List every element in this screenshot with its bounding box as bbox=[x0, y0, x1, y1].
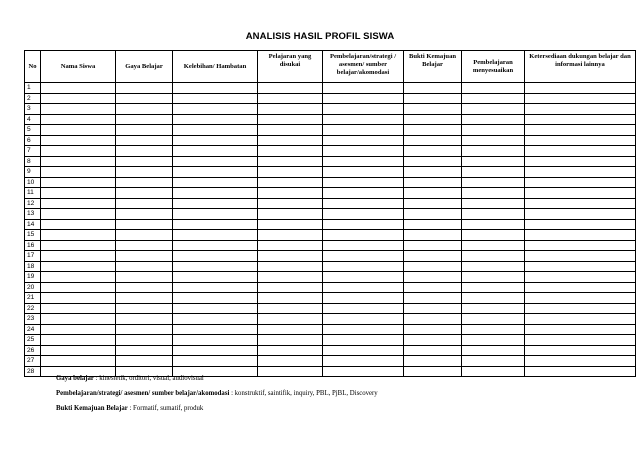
table-cell[interactable] bbox=[116, 83, 173, 94]
table-cell[interactable] bbox=[173, 272, 258, 283]
table-cell[interactable] bbox=[525, 282, 636, 293]
table-cell[interactable] bbox=[525, 314, 636, 325]
table-cell[interactable] bbox=[116, 125, 173, 136]
table-cell[interactable] bbox=[323, 251, 404, 262]
table-cell[interactable] bbox=[116, 314, 173, 325]
table-row bbox=[25, 209, 636, 220]
table-cell[interactable] bbox=[258, 209, 323, 220]
table-cell[interactable] bbox=[404, 366, 462, 377]
table-cell[interactable] bbox=[258, 125, 323, 136]
table-cell[interactable] bbox=[258, 146, 323, 157]
table-cell[interactable] bbox=[525, 104, 636, 115]
table-cell[interactable] bbox=[173, 209, 258, 220]
table-cell[interactable] bbox=[116, 261, 173, 272]
table-cell[interactable] bbox=[258, 198, 323, 209]
table-cell[interactable] bbox=[41, 230, 116, 241]
table-row bbox=[25, 93, 636, 104]
table-row bbox=[25, 114, 636, 125]
table-cell[interactable] bbox=[116, 93, 173, 104]
table-cell[interactable] bbox=[173, 135, 258, 146]
table-cell[interactable] bbox=[173, 219, 258, 230]
header-learning-style: Gaya Belajar bbox=[116, 51, 173, 83]
note-learning-strategy bbox=[56, 390, 378, 397]
table-cell[interactable] bbox=[41, 146, 116, 157]
table-cell[interactable] bbox=[173, 240, 258, 251]
table-cell[interactable] bbox=[404, 345, 462, 356]
table-cell[interactable] bbox=[41, 209, 116, 220]
table-cell[interactable] bbox=[404, 177, 462, 188]
table-cell[interactable] bbox=[173, 198, 258, 209]
table-cell[interactable] bbox=[404, 272, 462, 283]
table-cell[interactable] bbox=[462, 230, 525, 241]
table-cell[interactable] bbox=[173, 335, 258, 346]
table-cell[interactable] bbox=[323, 135, 404, 146]
table-cell[interactable] bbox=[323, 314, 404, 325]
table-cell[interactable] bbox=[462, 135, 525, 146]
table-cell[interactable] bbox=[525, 125, 636, 136]
table-cell[interactable] bbox=[525, 188, 636, 199]
table-cell[interactable] bbox=[462, 251, 525, 262]
table-cell[interactable] bbox=[258, 83, 323, 94]
row-number: 3 bbox=[25, 104, 41, 115]
table-cell[interactable] bbox=[462, 356, 525, 367]
table-row bbox=[25, 314, 636, 325]
row-number: 13 bbox=[25, 209, 41, 220]
table-cell[interactable] bbox=[258, 282, 323, 293]
row-number: 26 bbox=[25, 345, 41, 356]
table-row bbox=[25, 293, 636, 304]
table-row bbox=[25, 104, 636, 115]
table-cell[interactable] bbox=[462, 335, 525, 346]
table-cell[interactable] bbox=[173, 114, 258, 125]
table-cell[interactable] bbox=[116, 240, 173, 251]
table-cell[interactable] bbox=[525, 219, 636, 230]
table-body bbox=[25, 83, 636, 377]
table-cell[interactable] bbox=[258, 93, 323, 104]
table-cell[interactable] bbox=[258, 366, 323, 377]
table-cell[interactable] bbox=[525, 114, 636, 125]
header-learning-support: Ketersediaan dukungan belajar dan informasi lainnya bbox=[525, 51, 636, 83]
table-cell[interactable] bbox=[323, 366, 404, 377]
table-cell[interactable] bbox=[173, 345, 258, 356]
header-learning-progress-evidence: Bukti Kemajuan Belajar bbox=[404, 51, 462, 83]
table-cell[interactable] bbox=[173, 324, 258, 335]
table-row bbox=[25, 125, 636, 136]
header-adjusted-learning: Pembelajaran menyesuaikan bbox=[462, 51, 525, 83]
note-progress-evidence bbox=[56, 405, 203, 412]
table-cell[interactable] bbox=[462, 93, 525, 104]
table-cell[interactable] bbox=[173, 314, 258, 325]
table-row bbox=[25, 177, 636, 188]
table-cell[interactable] bbox=[41, 303, 116, 314]
table-cell[interactable] bbox=[462, 209, 525, 220]
header-no: No bbox=[25, 51, 41, 83]
table-row bbox=[25, 303, 636, 314]
page-title: ANALISIS HASIL PROFIL SISWA bbox=[245, 31, 395, 42]
table-cell[interactable] bbox=[462, 314, 525, 325]
table-cell[interactable] bbox=[525, 156, 636, 167]
table-cell[interactable] bbox=[462, 272, 525, 283]
table-cell[interactable] bbox=[404, 303, 462, 314]
table-cell[interactable] bbox=[462, 282, 525, 293]
table-cell[interactable] bbox=[404, 167, 462, 178]
row-number: 22 bbox=[25, 303, 41, 314]
table-row bbox=[25, 188, 636, 199]
table-cell[interactable] bbox=[323, 83, 404, 94]
table-cell[interactable] bbox=[462, 261, 525, 272]
table-cell[interactable] bbox=[525, 93, 636, 104]
table-cell[interactable] bbox=[323, 272, 404, 283]
note-text: : Formatif, sumatif, produk bbox=[127, 405, 204, 412]
table-cell[interactable] bbox=[173, 93, 258, 104]
table-row bbox=[25, 251, 636, 262]
table-cell[interactable] bbox=[462, 104, 525, 115]
student-profile-table bbox=[24, 50, 636, 377]
table-cell[interactable] bbox=[258, 303, 323, 314]
table-cell[interactable] bbox=[525, 366, 636, 377]
header-learning-strategy: Pembelajaran/strategi / asesmen/ sumber belajar/akomodasi bbox=[323, 51, 404, 83]
table-cell[interactable] bbox=[323, 156, 404, 167]
table-cell[interactable] bbox=[258, 324, 323, 335]
table-cell[interactable] bbox=[462, 345, 525, 356]
table-row bbox=[25, 230, 636, 241]
row-number: 25 bbox=[25, 335, 41, 346]
table-cell[interactable] bbox=[525, 324, 636, 335]
header-favorite-subject: Pelajaran yang disukai bbox=[258, 51, 323, 83]
table-row bbox=[25, 282, 636, 293]
table-cell[interactable] bbox=[116, 219, 173, 230]
table-cell[interactable] bbox=[404, 261, 462, 272]
table-cell[interactable] bbox=[41, 167, 116, 178]
table-cell[interactable] bbox=[404, 251, 462, 262]
table-row bbox=[25, 167, 636, 178]
table-cell[interactable] bbox=[404, 209, 462, 220]
table-cell[interactable] bbox=[116, 146, 173, 157]
row-number: 6 bbox=[25, 135, 41, 146]
table-cell[interactable] bbox=[41, 335, 116, 346]
table-cell[interactable] bbox=[525, 272, 636, 283]
table-cell[interactable] bbox=[41, 356, 116, 367]
table-cell[interactable] bbox=[462, 83, 525, 94]
row-number: 12 bbox=[25, 198, 41, 209]
table-cell[interactable] bbox=[173, 125, 258, 136]
row-number: 28 bbox=[25, 366, 41, 377]
row-number: 24 bbox=[25, 324, 41, 335]
table-cell[interactable] bbox=[462, 198, 525, 209]
table-row bbox=[25, 261, 636, 272]
table-cell[interactable] bbox=[525, 167, 636, 178]
table-cell[interactable] bbox=[173, 230, 258, 241]
table-row bbox=[25, 146, 636, 157]
row-number: 9 bbox=[25, 167, 41, 178]
table-cell[interactable] bbox=[323, 240, 404, 251]
row-number: 1 bbox=[25, 83, 41, 94]
table-cell[interactable] bbox=[116, 114, 173, 125]
table-row bbox=[25, 240, 636, 251]
table-cell[interactable] bbox=[404, 114, 462, 125]
table-cell[interactable] bbox=[258, 156, 323, 167]
table-cell[interactable] bbox=[116, 251, 173, 262]
table-cell[interactable] bbox=[173, 177, 258, 188]
table-cell[interactable] bbox=[462, 146, 525, 157]
table-cell[interactable] bbox=[462, 366, 525, 377]
table-cell[interactable] bbox=[41, 198, 116, 209]
row-number: 5 bbox=[25, 125, 41, 136]
table-cell[interactable] bbox=[323, 125, 404, 136]
table-cell[interactable] bbox=[116, 135, 173, 146]
row-number: 17 bbox=[25, 251, 41, 262]
table-cell[interactable] bbox=[173, 356, 258, 367]
table-cell[interactable] bbox=[41, 177, 116, 188]
table-cell[interactable] bbox=[525, 261, 636, 272]
table-cell[interactable] bbox=[323, 146, 404, 157]
table-cell[interactable] bbox=[462, 177, 525, 188]
table-cell[interactable] bbox=[404, 198, 462, 209]
table-cell[interactable] bbox=[404, 188, 462, 199]
table-cell[interactable] bbox=[41, 125, 116, 136]
row-number: 4 bbox=[25, 114, 41, 125]
table-cell[interactable] bbox=[462, 156, 525, 167]
table-cell[interactable] bbox=[258, 219, 323, 230]
table-cell[interactable] bbox=[404, 324, 462, 335]
table-cell[interactable] bbox=[173, 146, 258, 157]
table-row bbox=[25, 83, 636, 94]
row-number: 8 bbox=[25, 156, 41, 167]
table-cell[interactable] bbox=[173, 104, 258, 115]
table-cell[interactable] bbox=[323, 335, 404, 346]
table-cell[interactable] bbox=[323, 93, 404, 104]
table-header-row bbox=[25, 51, 636, 83]
table-cell[interactable] bbox=[173, 303, 258, 314]
header-strengths-obstacles: Kelebihan/ Hambatan bbox=[173, 51, 258, 83]
table-cell[interactable] bbox=[323, 303, 404, 314]
table-row bbox=[25, 356, 636, 367]
table-cell[interactable] bbox=[404, 156, 462, 167]
table-cell[interactable] bbox=[116, 345, 173, 356]
table-cell[interactable] bbox=[404, 293, 462, 304]
table-cell[interactable] bbox=[41, 135, 116, 146]
table-cell[interactable] bbox=[404, 125, 462, 136]
table-cell[interactable] bbox=[41, 104, 116, 115]
table-cell[interactable] bbox=[323, 293, 404, 304]
table-cell[interactable] bbox=[173, 293, 258, 304]
table-row bbox=[25, 345, 636, 356]
table-cell[interactable] bbox=[41, 83, 116, 94]
table-cell[interactable] bbox=[525, 240, 636, 251]
table-cell[interactable] bbox=[173, 251, 258, 262]
row-number: 2 bbox=[25, 93, 41, 104]
table-cell[interactable] bbox=[116, 104, 173, 115]
table-cell[interactable] bbox=[323, 230, 404, 241]
row-number: 16 bbox=[25, 240, 41, 251]
table-cell[interactable] bbox=[525, 135, 636, 146]
table-cell[interactable] bbox=[116, 209, 173, 220]
table-cell[interactable] bbox=[323, 188, 404, 199]
note-text: : konstruktif, saintifik, inquiry, PBL, PjBL, Discovery bbox=[229, 390, 378, 397]
table-cell[interactable] bbox=[41, 156, 116, 167]
table-cell[interactable] bbox=[404, 356, 462, 367]
table-cell[interactable] bbox=[116, 156, 173, 167]
table-cell[interactable] bbox=[116, 303, 173, 314]
table-cell[interactable] bbox=[258, 230, 323, 241]
table-cell[interactable] bbox=[258, 335, 323, 346]
table-cell[interactable] bbox=[258, 188, 323, 199]
table-row bbox=[25, 135, 636, 146]
table-cell[interactable] bbox=[404, 93, 462, 104]
table-cell[interactable] bbox=[173, 156, 258, 167]
table-cell[interactable] bbox=[258, 167, 323, 178]
table-cell[interactable] bbox=[525, 230, 636, 241]
table-cell[interactable] bbox=[525, 356, 636, 367]
note-label: Pembelajaran/strategi/ asesmen/ sumber belajar/akomodasi bbox=[56, 390, 230, 397]
table-cell[interactable] bbox=[41, 324, 116, 335]
table-cell[interactable] bbox=[258, 251, 323, 262]
table-cell[interactable] bbox=[258, 104, 323, 115]
table-cell[interactable] bbox=[323, 282, 404, 293]
table-row bbox=[25, 219, 636, 230]
table-cell[interactable] bbox=[323, 356, 404, 367]
table-cell[interactable] bbox=[173, 188, 258, 199]
table-cell[interactable] bbox=[462, 125, 525, 136]
table-cell[interactable] bbox=[404, 240, 462, 251]
table-cell[interactable] bbox=[404, 146, 462, 157]
table-cell[interactable] bbox=[525, 209, 636, 220]
table-cell[interactable] bbox=[41, 251, 116, 262]
table-cell[interactable] bbox=[525, 335, 636, 346]
row-number: 14 bbox=[25, 219, 41, 230]
table-cell[interactable] bbox=[404, 230, 462, 241]
table-cell[interactable] bbox=[116, 335, 173, 346]
table-cell[interactable] bbox=[116, 324, 173, 335]
table-cell[interactable] bbox=[41, 293, 116, 304]
table-cell[interactable] bbox=[525, 198, 636, 209]
header-student-name: Nama Siswa bbox=[41, 51, 116, 83]
row-number: 11 bbox=[25, 188, 41, 199]
table-cell[interactable] bbox=[116, 167, 173, 178]
table-row bbox=[25, 335, 636, 346]
table-cell[interactable] bbox=[462, 324, 525, 335]
note-label: Bukti Kemajuan Belajar bbox=[56, 405, 128, 412]
table-cell[interactable] bbox=[525, 251, 636, 262]
table-cell[interactable] bbox=[404, 135, 462, 146]
table-cell[interactable] bbox=[41, 345, 116, 356]
table-cell[interactable] bbox=[41, 314, 116, 325]
table-cell[interactable] bbox=[116, 356, 173, 367]
table-cell[interactable] bbox=[173, 282, 258, 293]
table-cell[interactable] bbox=[462, 188, 525, 199]
table-cell[interactable] bbox=[116, 272, 173, 283]
table-cell[interactable] bbox=[258, 272, 323, 283]
table-cell[interactable] bbox=[41, 188, 116, 199]
table-cell[interactable] bbox=[404, 104, 462, 115]
table-cell[interactable] bbox=[462, 219, 525, 230]
table-cell[interactable] bbox=[404, 335, 462, 346]
table-cell[interactable] bbox=[258, 114, 323, 125]
table-cell[interactable] bbox=[116, 293, 173, 304]
table-cell[interactable] bbox=[116, 198, 173, 209]
table-cell[interactable] bbox=[525, 177, 636, 188]
table-cell[interactable] bbox=[258, 261, 323, 272]
table-cell[interactable] bbox=[404, 282, 462, 293]
table-cell[interactable] bbox=[41, 219, 116, 230]
table-row bbox=[25, 324, 636, 335]
table-cell[interactable] bbox=[525, 83, 636, 94]
note-learning-style bbox=[56, 375, 204, 382]
table-cell[interactable] bbox=[41, 93, 116, 104]
table-cell[interactable] bbox=[41, 240, 116, 251]
table-cell[interactable] bbox=[116, 282, 173, 293]
table-cell[interactable] bbox=[462, 114, 525, 125]
row-number: 21 bbox=[25, 293, 41, 304]
table-cell[interactable] bbox=[173, 83, 258, 94]
table-cell[interactable] bbox=[258, 177, 323, 188]
table-cell[interactable] bbox=[173, 167, 258, 178]
table-cell[interactable] bbox=[258, 293, 323, 304]
row-number: 15 bbox=[25, 230, 41, 241]
table-cell[interactable] bbox=[116, 230, 173, 241]
row-number: 19 bbox=[25, 272, 41, 283]
table-cell[interactable] bbox=[258, 240, 323, 251]
table-cell[interactable] bbox=[323, 104, 404, 115]
table-cell[interactable] bbox=[258, 345, 323, 356]
table-cell[interactable] bbox=[323, 114, 404, 125]
table-cell[interactable] bbox=[323, 261, 404, 272]
table-cell[interactable] bbox=[258, 356, 323, 367]
table-cell[interactable] bbox=[258, 135, 323, 146]
table-cell[interactable] bbox=[404, 219, 462, 230]
row-number: 10 bbox=[25, 177, 41, 188]
table-cell[interactable] bbox=[323, 345, 404, 356]
table-cell[interactable] bbox=[116, 177, 173, 188]
row-number: 7 bbox=[25, 146, 41, 157]
table-cell[interactable] bbox=[41, 261, 116, 272]
table-cell[interactable] bbox=[173, 261, 258, 272]
table-cell[interactable] bbox=[41, 272, 116, 283]
table-cell[interactable] bbox=[258, 314, 323, 325]
table-cell[interactable] bbox=[462, 240, 525, 251]
table-cell[interactable] bbox=[404, 314, 462, 325]
table-row bbox=[25, 272, 636, 283]
row-number: 20 bbox=[25, 282, 41, 293]
table-cell[interactable] bbox=[404, 83, 462, 94]
table-cell[interactable] bbox=[323, 167, 404, 178]
table-row bbox=[25, 198, 636, 209]
table-cell[interactable] bbox=[462, 293, 525, 304]
table-cell[interactable] bbox=[462, 303, 525, 314]
table-cell[interactable] bbox=[323, 177, 404, 188]
table-cell[interactable] bbox=[525, 293, 636, 304]
table-row bbox=[25, 156, 636, 167]
row-number: 27 bbox=[25, 356, 41, 367]
table-cell[interactable] bbox=[116, 188, 173, 199]
table-cell[interactable] bbox=[323, 324, 404, 335]
table-cell[interactable] bbox=[323, 219, 404, 230]
table-cell[interactable] bbox=[525, 345, 636, 356]
table-cell[interactable] bbox=[41, 114, 116, 125]
note-text: : kinestetik, orditori, visual, audiovisual bbox=[93, 375, 204, 382]
note-label: Gaya belajar bbox=[56, 375, 94, 382]
table-cell[interactable] bbox=[462, 167, 525, 178]
table-cell[interactable] bbox=[323, 198, 404, 209]
table-cell[interactable] bbox=[525, 303, 636, 314]
row-number: 18 bbox=[25, 261, 41, 272]
table-cell[interactable] bbox=[41, 282, 116, 293]
table-cell[interactable] bbox=[323, 209, 404, 220]
table-cell[interactable] bbox=[525, 146, 636, 157]
row-number: 23 bbox=[25, 314, 41, 325]
